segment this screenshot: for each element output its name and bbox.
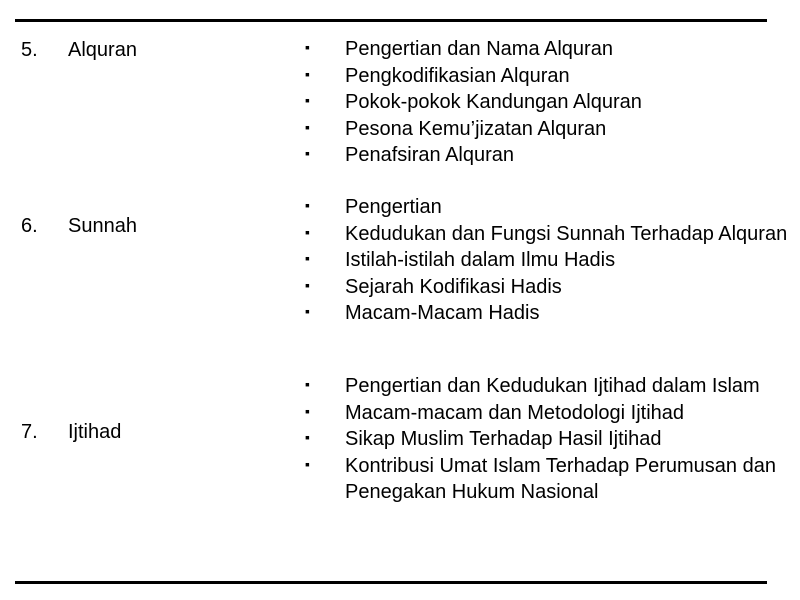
list-item <box>305 400 790 427</box>
bottom-rule <box>15 581 767 584</box>
bullet-icon: ▪ <box>305 118 310 135</box>
list-item-text: Macam-macam dan Metodologi Ijtihad <box>345 401 685 424</box>
list-item <box>305 116 790 143</box>
list-item <box>305 426 790 453</box>
list-item <box>305 221 790 248</box>
section-topic: Alquran <box>68 39 137 61</box>
list-item-text: Pesona Kemu’jizatan Alquran <box>345 117 607 140</box>
bullet-icon: ▪ <box>305 303 310 319</box>
bullet-icon: ▪ <box>305 65 310 82</box>
section-number: 7. <box>21 421 38 443</box>
section-item-list <box>305 194 790 327</box>
bullet-icon: ▪ <box>305 376 310 392</box>
bullet-icon: ▪ <box>305 455 310 472</box>
list-item <box>305 300 790 327</box>
list-item <box>305 89 790 116</box>
list-item-text: Macam-Macam Hadis <box>345 302 540 324</box>
bullet-icon: ▪ <box>305 145 310 161</box>
section-number: 6. <box>21 215 38 237</box>
section-number: 5. <box>21 39 38 61</box>
bullet-icon: ▪ <box>305 250 310 266</box>
bullet-icon: ▪ <box>305 223 310 240</box>
list-item-text: Pokok-pokok Kandungan Alquran <box>345 91 642 113</box>
bullet-icon: ▪ <box>305 92 310 108</box>
list-item <box>305 142 790 169</box>
section-item-list <box>305 36 790 169</box>
list-item <box>305 373 790 400</box>
section-item-list <box>305 373 790 506</box>
list-item-text: Pengertian <box>345 196 442 218</box>
bullet-icon: ▪ <box>305 197 310 213</box>
list-item-text: Penafsiran Alquran <box>345 144 515 166</box>
top-rule <box>15 19 767 22</box>
bullet-icon: ▪ <box>305 402 310 419</box>
list-item-text: Sikap Muslim Terhadap Hasil Ijtihad <box>345 428 662 450</box>
list-item <box>305 194 790 221</box>
list-item-text: Pengertian dan Kedudukan Ijtihad dalam Islam <box>345 375 760 397</box>
bullet-icon: ▪ <box>305 276 310 293</box>
list-item-text: Kedudukan dan Fungsi Sunnah Terhadap Alquran <box>345 222 788 245</box>
list-item-text: Pengertian dan Nama Alquran <box>345 38 613 60</box>
list-item <box>305 63 790 90</box>
bullet-icon: ▪ <box>305 429 310 445</box>
section-topic: Sunnah <box>68 215 137 237</box>
section-topic: Ijtihad <box>68 421 122 443</box>
list-item-text: Sejarah Kodifikasi Hadis <box>345 275 562 298</box>
list-item <box>305 274 790 301</box>
bullet-icon: ▪ <box>305 39 310 55</box>
list-item <box>305 247 790 274</box>
list-item-text: Pengkodifikasian Alquran <box>345 64 570 87</box>
list-item <box>305 453 790 506</box>
list-item-text: Istilah-istilah dalam Ilmu Hadis <box>345 249 616 271</box>
list-item <box>305 36 790 63</box>
list-item-text: Kontribusi Umat Islam Terhadap Perumusan dan Penegakan Hukum Nasional <box>345 454 776 503</box>
